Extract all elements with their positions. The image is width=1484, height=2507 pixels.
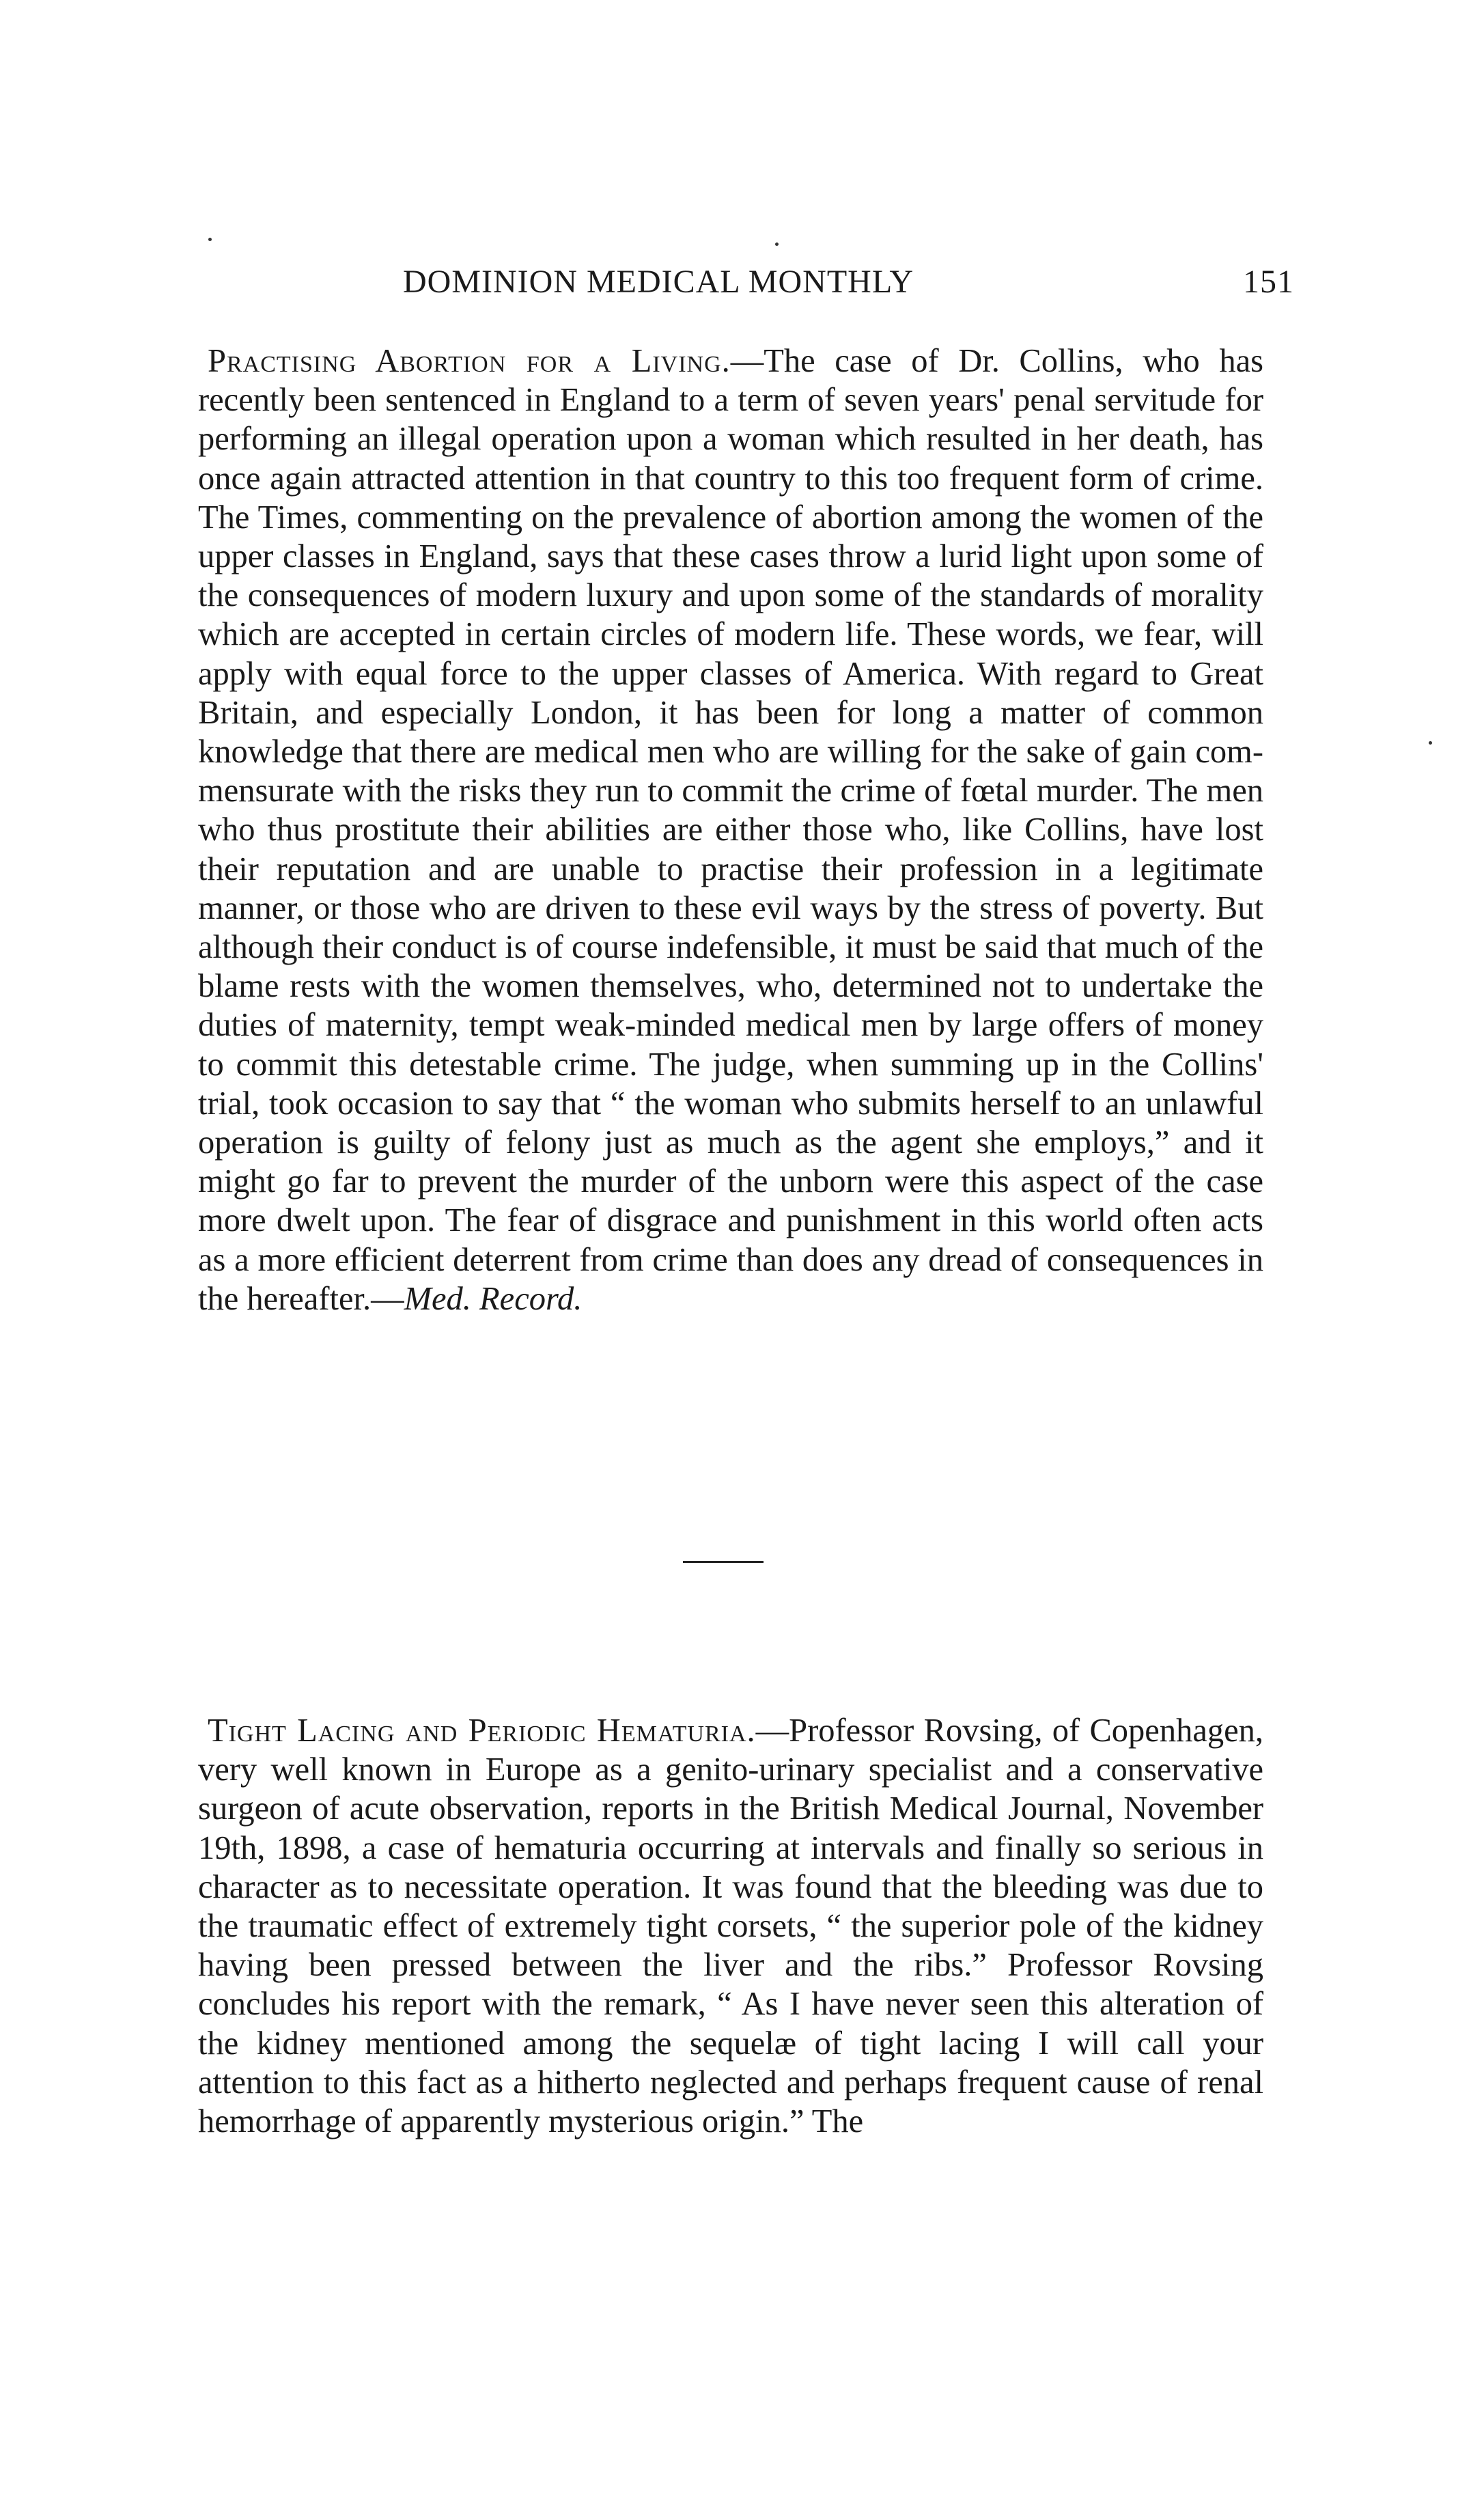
article-headline: Practising Abortion for a Living.: [208, 343, 731, 379]
article-paragraph: [198, 1711, 1263, 2141]
article-tight-lacing: [198, 1711, 1263, 2141]
article-body: —Professor Rovsing, of Copenhagen, very well known in Europe as a genito-urinary specialist and a conservative surgeon of acute observation, reports in the British Medical Journal, November 19th, 1898, a case of hematuria occurring at intervals and finally so serious in character as to necessitate operation. It was found that the bleeding was due to the traumatic effect of extremely tight corsets, “ the superior pole of the kidney having been pressed between the liver and the ribs.” Professor Rovsing concludes his report with the remark, “ As I have never seen this alteration of the kidney mentioned among the sequelæ of tight lacing I will call your attention to this fact as a hitherto neglected and perhaps frequent cause of renal hemorrhage of apparently mysterious origin.” The: [198, 1713, 1263, 2140]
print-speck: [208, 238, 212, 241]
page-number: 151: [1243, 264, 1294, 300]
journal-title: DOMINION MEDICAL MONTHLY: [403, 264, 914, 300]
print-speck: [1429, 741, 1432, 745]
article-paragraph: [198, 342, 1263, 1318]
article-source: Med. Record.: [404, 1280, 583, 1317]
article-abortion: [198, 342, 1263, 1318]
section-divider: [683, 1561, 764, 1563]
article-headline: Tight Lacing and Periodic Hematuria.: [208, 1713, 756, 1749]
running-header: [198, 263, 1294, 311]
print-speck: [775, 243, 779, 246]
article-body: —The case of Dr. Collins, who has recently been sentenced in England to a term of seven years' penal servitude for performing an illegal operation upon a woman which resulted in her death, has once again attracted attention in that country to this too frequent form of crime. The Times, commenting on the prevalence of abortion among the women of the upper classes in England, says that these cases throw a lurid light upon some of the consequences of modern luxury and upon some of the standards of morality which are accepted in certain circles of modern life. These words, we fear, will apply with equal force to the upper classes of America. With regard to Great Britain, and especially London, it has been for long a matter of common knowledge that there are medical men who are willing for the sake of gain commensurate with the risks they run to commit the crime of fœtal murder. The men who thus prostitute their abilities are either those who, like Collins, have lost their reputation and are unable to practise their profession in a legitimate manner, or those who are driven to these evil ways by the stress of poverty. But although their conduct is of course indefensible, it must be said that much of the blame rests with the women themselves, who, determined not to undertake the duties of maternity, tempt weak-minded medical men by large offers of money to commit this detestable crime. The judge, when summing up in the Collins' trial, took occasion to say that “ the woman who submits herself to an unlawful operation is guilty of felony just as much as the agent she employs,” and it might go far to prevent the murder of the unborn were this aspect of the case more dwelt upon. The fear of disgrace and punishment in this world often acts as a more efficient deterrent from crime than does any dread of consequences in the hereafter.—: [198, 343, 1263, 1317]
